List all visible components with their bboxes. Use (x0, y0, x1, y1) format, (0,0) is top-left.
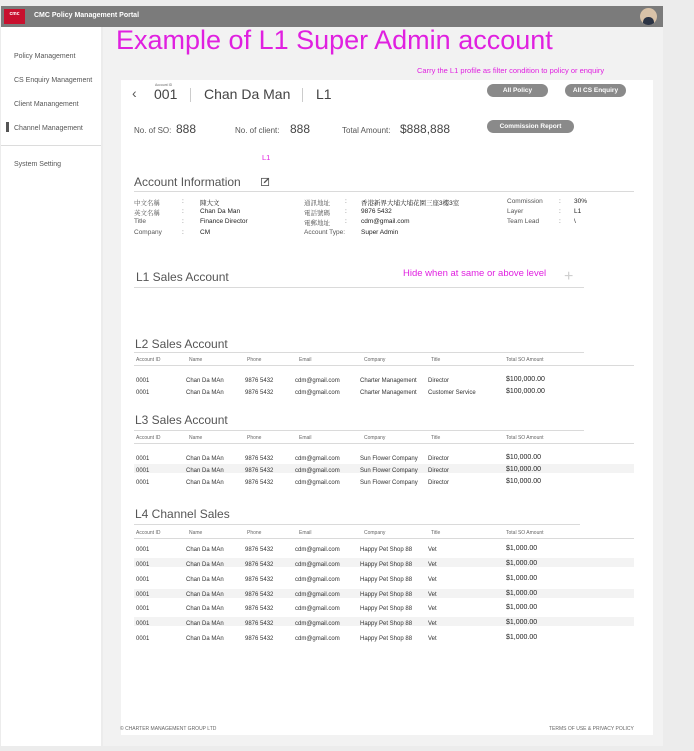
table-cell: 9876 5432 (245, 621, 274, 627)
table-cell: Chan Da MAn (186, 592, 224, 598)
table-header: Email (299, 357, 312, 363)
section-title-l1: L1 Sales Account (136, 270, 229, 284)
info-label: Team Lead (507, 218, 540, 226)
client-count-label: No. of client: (235, 126, 280, 135)
table-cell: 9876 5432 (245, 468, 274, 474)
header-divider (190, 88, 191, 102)
annotation-banner: Example of L1 Super Admin account (116, 25, 553, 55)
table-cell: Chan Da MAn (186, 390, 224, 396)
info-value: \ (574, 218, 576, 226)
table-cell: $10,000.00 (506, 454, 542, 461)
table-cell: $1,000.00 (506, 545, 538, 552)
total-amount-value: $888,888 (400, 122, 451, 136)
table-cell: $100,000.00 (506, 376, 545, 383)
table-cell: cdm@gmail.com (295, 456, 340, 462)
table-header: Total SO Amount (506, 435, 544, 441)
app-title: CMC Policy Management Portal (34, 12, 140, 19)
table-cell: cdm@gmail.com (295, 636, 340, 642)
table-cell: Sun Flower Company (360, 456, 418, 462)
sidebar-item-system-setting[interactable]: System Setting (14, 161, 62, 168)
all-policy-button[interactable]: All Policy (487, 84, 548, 97)
table-cell: Happy Pet Shop 88 (360, 636, 413, 642)
total-amount-label: Total Amount: (342, 126, 391, 135)
section-divider-l4 (134, 524, 580, 525)
table-header: Title (431, 435, 441, 441)
table-cell: 9876 5432 (245, 378, 274, 384)
table-cell: $10,000.00 (506, 478, 542, 485)
table-cell: Director (428, 468, 450, 474)
table-cell: 0001 (136, 606, 150, 612)
section-divider-l2 (134, 352, 584, 353)
table-cell: $100,000.00 (506, 388, 545, 395)
table-cell: 0001 (136, 577, 150, 583)
table-header: Company (364, 530, 386, 536)
footer-copyright: © CHARTER MANAGEMENT GROUP LTD (120, 726, 217, 732)
table-cell: 9876 5432 (245, 636, 274, 642)
table-cell: 9876 5432 (245, 577, 274, 583)
table-cell: cdm@gmail.com (295, 621, 340, 627)
table-cell: Vet (428, 562, 437, 568)
table-header: Phone (247, 530, 262, 536)
table-cell: $1,000.00 (506, 575, 538, 582)
info-colon: : (345, 218, 347, 226)
info-value: cdm@gmail.com (361, 218, 410, 226)
info-label: 中文名稱 (134, 200, 160, 207)
info-colon: : (559, 208, 561, 216)
sidebar-active-indicator (6, 122, 9, 132)
account-level: L1 (316, 86, 332, 102)
info-label: 通訊地址 (304, 200, 330, 207)
table-header: Name (189, 357, 203, 363)
table-cell: cdm@gmail.com (295, 378, 340, 384)
table-cell: Chan Da MAn (186, 621, 224, 627)
info-colon: : (182, 208, 184, 216)
table-header: Account ID (136, 357, 161, 363)
table-cell: Happy Pet Shop 88 (360, 577, 413, 583)
sidebar-divider (1, 145, 101, 146)
info-label: Account Type: (304, 228, 346, 236)
section-divider-l1 (134, 287, 584, 288)
table-cell: Director (428, 456, 450, 462)
table-cell: 0001 (136, 378, 150, 384)
table-cell: Customer Service (428, 390, 476, 396)
table-cell: Chan Da MAn (186, 636, 224, 642)
table-cell: Happy Pet Shop 88 (360, 562, 413, 568)
table-cell: Chan Da MAn (186, 480, 224, 486)
annotation-hide-note: Hide when at same or above level (403, 268, 547, 279)
table-cell: $1,000.00 (506, 604, 538, 611)
table-header: Phone (247, 435, 262, 441)
table-cell: Chan Da MAn (186, 547, 224, 553)
user-avatar[interactable] (640, 8, 657, 25)
info-colon: : (182, 228, 184, 236)
info-value: CM (200, 228, 211, 236)
table-cell: 0001 (136, 636, 150, 642)
info-label: Company (134, 228, 162, 236)
info-colon: : (345, 208, 347, 216)
table-header: Total SO Amount (506, 357, 544, 363)
table-cell: Vet (428, 577, 437, 583)
table-cell: 0001 (136, 390, 150, 396)
info-colon: : (182, 218, 184, 226)
top-bar (1, 6, 663, 27)
table-header: Title (431, 530, 441, 536)
so-count-value: 888 (176, 122, 197, 136)
table-cell: 0001 (136, 592, 150, 598)
info-label: 英文名稱 (134, 210, 160, 218)
table-header: Name (189, 435, 203, 441)
info-colon: : (559, 198, 561, 205)
table-cell: Charter Management (360, 390, 417, 396)
info-value: Finance Director (200, 218, 248, 226)
table-header-divider (134, 443, 634, 444)
info-value: 陳大文 (200, 200, 220, 207)
table-header: Company (364, 357, 386, 363)
table-cell: Sun Flower Company (360, 468, 418, 474)
section-title-l2: L2 Sales Account (135, 337, 228, 351)
info-value: Chan Da Man (200, 208, 241, 216)
table-cell: Chan Da MAn (186, 562, 224, 568)
info-value: Super Admin (361, 228, 399, 236)
sidebar-item-cs-enquiry-management[interactable]: CS Enquiry Management (14, 77, 93, 84)
table-cell: Vet (428, 636, 437, 642)
table-cell: 9876 5432 (245, 606, 274, 612)
section-title-l3: L3 Sales Account (135, 413, 228, 427)
table-cell: 0001 (136, 456, 150, 462)
table-cell: 0001 (136, 480, 150, 486)
table-cell: Vet (428, 621, 437, 627)
table-cell: cdm@gmail.com (295, 606, 340, 612)
table-cell: cdm@gmail.com (295, 577, 340, 583)
table-header: Account ID (136, 435, 161, 441)
table-cell: Happy Pet Shop 88 (360, 606, 413, 612)
table-header: Title (431, 357, 441, 363)
table-header: Email (299, 435, 312, 441)
table-cell: Vet (428, 606, 437, 612)
edit-icon[interactable] (261, 177, 270, 186)
footer-terms-link[interactable]: TERMS OF USE & PRIVACY POLICY (549, 726, 634, 732)
section-title-l4: L4 Channel Sales (135, 507, 230, 521)
info-label: Commission (507, 198, 543, 205)
table-header: Email (299, 530, 312, 536)
annotation-level-note: L1 (262, 153, 271, 162)
table-cell: Chan Da MAn (186, 456, 224, 462)
table-cell: 0001 (136, 562, 150, 568)
info-value: 香港新界大埔大埔花園三座3樓3室 (361, 200, 460, 207)
table-cell: cdm@gmail.com (295, 562, 340, 568)
table-cell: Happy Pet Shop 88 (360, 592, 413, 598)
annotation-filter-note: Carry the L1 profile as filter condition to policy or enquiry (417, 66, 605, 75)
account-id-label: Account ID (155, 83, 173, 87)
sidebar-item-channel-management[interactable]: Channel Management (14, 125, 83, 132)
table-cell: 9876 5432 (245, 562, 274, 568)
sidebar-item-policy-management[interactable]: Policy Management (14, 53, 76, 60)
info-colon: : (345, 198, 347, 205)
section-divider-l3 (134, 430, 584, 431)
table-header-divider (134, 538, 634, 539)
add-account-icon[interactable]: + (564, 268, 574, 285)
back-chevron-icon[interactable]: ‹ (132, 85, 137, 101)
header-divider (302, 88, 303, 102)
table-cell: Chan Da MAn (186, 606, 224, 612)
table-cell: Charter Management (360, 378, 417, 384)
table-cell: Chan Da MAn (186, 468, 224, 474)
table-cell: 9876 5432 (245, 547, 274, 553)
table-cell: cdm@gmail.com (295, 468, 340, 474)
commission-report-button[interactable]: Commission Report (487, 120, 574, 133)
table-cell: 9876 5432 (245, 456, 274, 462)
account-name: Chan Da Man (204, 86, 291, 102)
table-cell: 9876 5432 (245, 390, 274, 396)
table-cell: 9876 5432 (245, 480, 274, 486)
table-cell: $10,000.00 (506, 466, 542, 473)
table-cell: Chan Da MAn (186, 577, 224, 583)
sidebar-item-client-management[interactable]: Client Manangement (14, 101, 79, 108)
table-header: Name (189, 530, 203, 536)
info-label: 電郵地址 (304, 220, 330, 228)
sidebar (1, 27, 101, 746)
table-cell: cdm@gmail.com (295, 547, 340, 553)
logo-text: cmc (9, 11, 20, 17)
all-cs-enquiry-button[interactable]: All CS Enquiry (565, 84, 626, 97)
info-value: 9876 5432 (361, 208, 392, 216)
table-cell: cdm@gmail.com (295, 480, 340, 486)
table-cell: Happy Pet Shop 88 (360, 547, 413, 553)
info-label: Title (134, 218, 147, 226)
info-colon: : (559, 218, 561, 226)
info-label: 電話號碼 (304, 210, 330, 218)
account-id-value: 001 (154, 86, 178, 102)
table-cell: 0001 (136, 468, 150, 474)
table-cell: Vet (428, 547, 437, 553)
so-count-label: No. of SO: (134, 126, 172, 135)
table-header: Total SO Amount (506, 530, 544, 536)
table-cell: 9876 5432 (245, 592, 274, 598)
info-value: L1 (574, 208, 582, 216)
client-count-value: 888 (290, 122, 311, 136)
info-colon: : (182, 198, 184, 205)
brand-logo[interactable] (4, 9, 25, 24)
info-value: 30% (574, 198, 588, 205)
table-cell: cdm@gmail.com (295, 592, 340, 598)
table-cell: $1,000.00 (506, 634, 538, 641)
table-header: Company (364, 435, 386, 441)
table-cell: 0001 (136, 621, 150, 627)
table-cell: Happy Pet Shop 88 (360, 621, 413, 627)
table-cell: Vet (428, 592, 437, 598)
table-cell: $1,000.00 (506, 619, 538, 626)
table-header: Phone (247, 357, 262, 363)
info-label: Layer (507, 208, 524, 216)
table-cell: Sun Flower Company (360, 480, 418, 486)
account-info-divider (134, 191, 634, 192)
table-cell: Director (428, 378, 450, 384)
table-cell: $1,000.00 (506, 590, 538, 597)
table-header: Account ID (136, 530, 161, 536)
table-cell: $1,000.00 (506, 560, 538, 567)
table-cell: Director (428, 480, 450, 486)
table-cell: Chan Da MAn (186, 378, 224, 384)
table-header-divider (134, 365, 634, 366)
table-cell: 0001 (136, 547, 150, 553)
table-cell: cdm@gmail.com (295, 390, 340, 396)
account-info-title: Account Information (134, 175, 241, 189)
